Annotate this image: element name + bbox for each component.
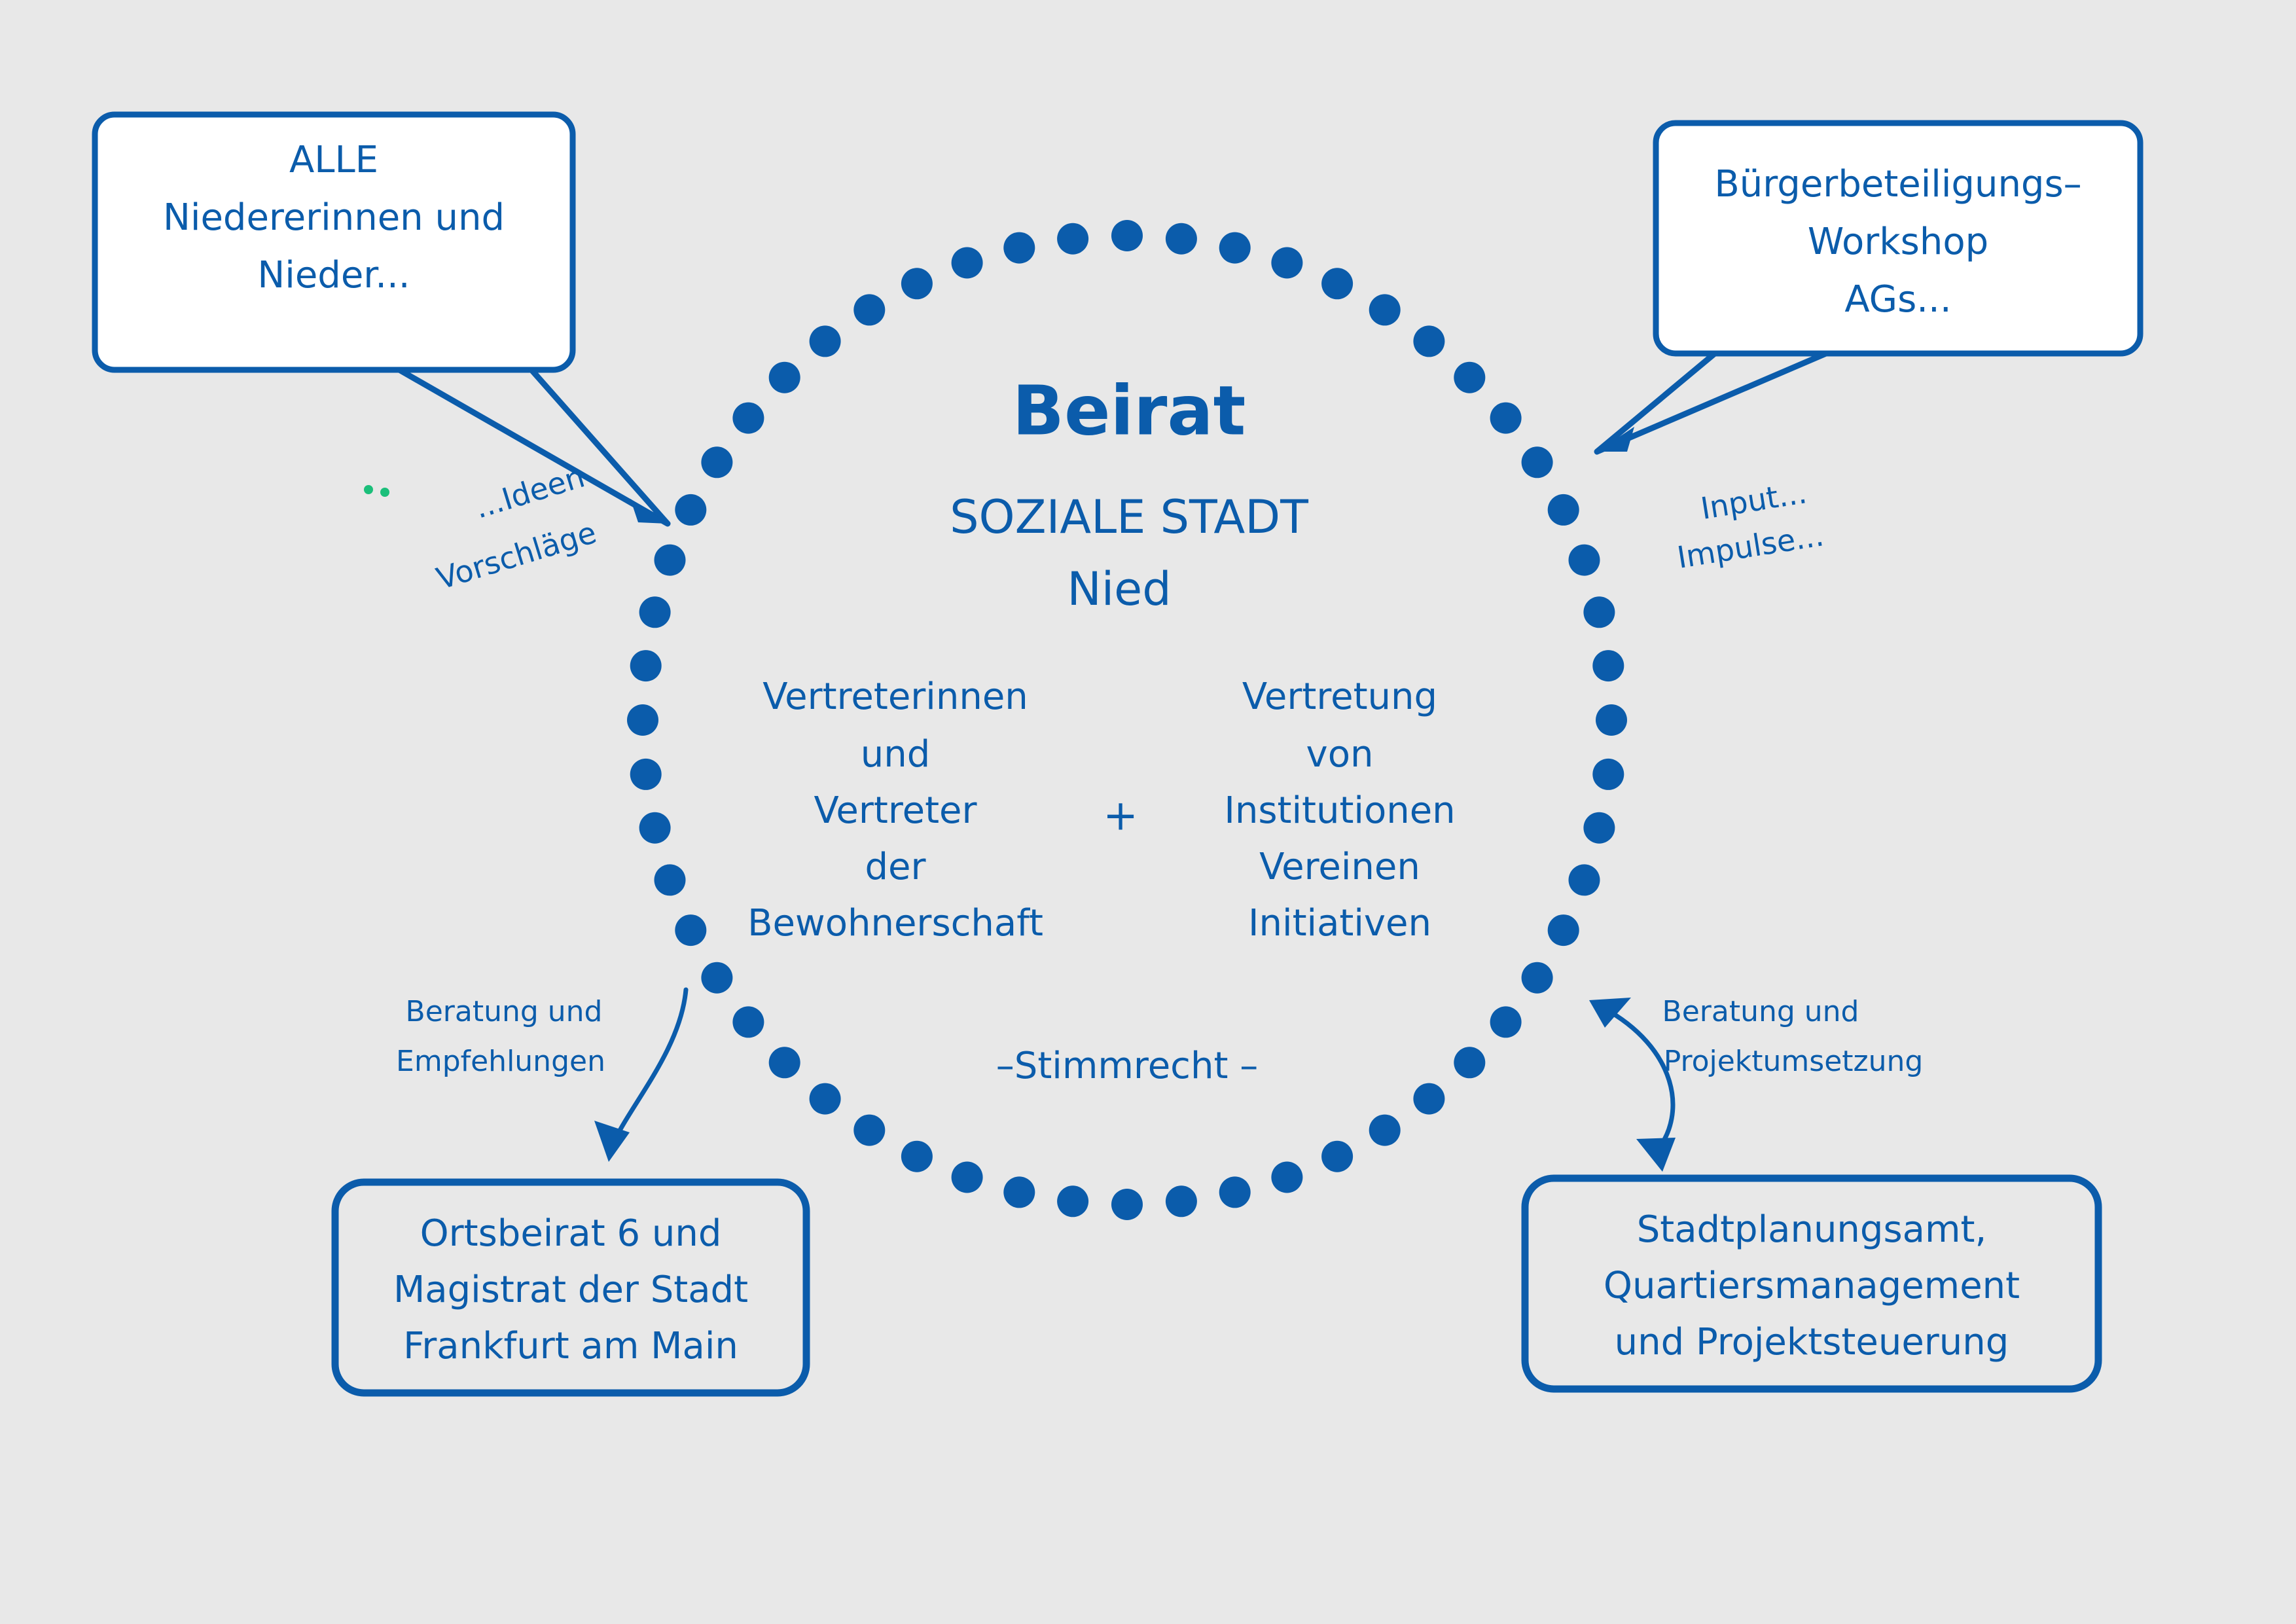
circle-dot [1596,704,1627,736]
circle-dot [1490,1006,1522,1038]
circle-dot [639,812,671,844]
bubble-top-left-line-1: ALLE [289,139,379,182]
circle-dot [1454,1047,1485,1078]
circle-dot [675,494,706,526]
center-plus: + [1103,791,1138,840]
center-left-line-1: Vertreterinnen [762,676,1028,719]
center-left-line-5: Bewohnerschaft [747,902,1043,945]
center-left-line-4: der [865,846,926,889]
box-bottom-left-line-3: Frankfurt am Main [403,1325,738,1368]
circle-dot [1111,1189,1143,1220]
label-left-bottom [396,995,605,1078]
circle-dot [639,596,671,628]
box-bottom-left-line-1: Ortsbeirat 6 und [420,1212,722,1255]
box-bottom-right-line-2: Quartiersmanagement [1603,1265,2020,1308]
circle-dot [952,1162,983,1193]
circle-dot [1271,1162,1302,1193]
label-left-top-line-2: Vorschläge [432,514,601,597]
circle-dot [1548,914,1579,946]
center-subtitle-2: Nied [1067,562,1172,617]
bubble-top-left-line-2: Niedererinnen und [163,196,505,240]
label-right-bottom-line-1: Beratung und [1662,995,1859,1028]
circle-dot [1592,650,1624,681]
box-bottom-left [335,1182,806,1393]
center-right-line-1: Vertretung [1242,676,1438,719]
circle-dot [630,759,662,790]
label-right-top-line-2: Impulse... [1674,517,1827,575]
green-dot-icon-1 [364,485,373,494]
label-right-top-line-1: Input... [1698,475,1810,526]
center-left-line-2: und [860,733,931,776]
box-bottom-right [1525,1178,2098,1389]
circle-dot [1583,812,1615,844]
box-bottom-right-line-3: und Projektsteuerung [1614,1321,2009,1364]
label-right-bottom [1662,995,1924,1078]
label-left-bottom-line-2: Empfehlungen [396,1045,605,1078]
green-dot-icon-2 [380,488,389,497]
circle-dot [810,1083,841,1115]
circle-dot [701,446,732,478]
circle-dot [1583,596,1615,628]
label-right-bottom-line-2: Projektumsetzung [1663,1045,1924,1078]
label-left-top-line-1: ...Ideen [470,458,589,526]
circle-dot [1369,1115,1401,1146]
bubble-top-left-line-3: Nieder... [257,254,410,297]
label-right-top [1675,475,1826,575]
arrow-to-bottom-left [615,990,686,1139]
circle-dot [1219,232,1251,264]
center-right-line-2: von [1306,733,1374,776]
circle-dot [1166,223,1197,255]
center-left-column [747,676,1043,945]
center-right-column [1224,676,1455,945]
arrow-to-circle-right [1604,1008,1673,1152]
circle-dot [701,962,732,994]
circle-dot [1057,1185,1088,1217]
circle-dot [675,914,706,946]
circle-dot [732,403,764,434]
circle-dot [1522,962,1553,994]
box-bottom-right-line-1: Stadtplanungsamt, [1636,1208,1987,1252]
center-left-line-3: Vertreter [814,789,977,833]
center-footer: –Stimmrecht – [996,1045,1259,1088]
center-title: Beirat [1012,370,1246,451]
circle-dot [853,1115,885,1146]
circle-dot [1490,403,1522,434]
circle-dot [1548,494,1579,526]
circle-dot [1321,268,1353,299]
circle-dot [1111,220,1143,251]
circle-dot [1413,325,1444,357]
circle-dot [1003,232,1035,264]
circle-dot [655,545,686,576]
bubble-top-right [1597,123,2140,452]
circle-dot [655,864,686,895]
box-bottom-left-line-2: Magistrat der Stadt [393,1269,749,1312]
circle-dot [1271,247,1302,279]
circle-dot [1569,864,1600,895]
circle-dot [769,362,800,393]
circle-dot [1454,362,1485,393]
label-left-top [364,459,600,597]
circle-dot [952,247,983,279]
bubble-top-right-line-1: Bürgerbeteiligungs– [1714,163,2082,206]
circle-dot [630,650,662,681]
bubble-top-left [95,115,668,524]
circle-dot [732,1006,764,1038]
label-left-bottom-line-1: Beratung und [405,995,603,1028]
circle-dot [901,1141,933,1172]
circle-dot [1522,446,1553,478]
arrowhead-bottom-right [1636,1138,1676,1172]
circle-dot [1219,1176,1251,1208]
bubble-top-right-line-2: Workshop [1807,221,1989,264]
circle-dot [1369,294,1401,325]
circle-dot [1321,1141,1353,1172]
circle-dot [1592,759,1624,790]
circle-dot [1057,223,1088,255]
circle-dot [1413,1083,1444,1115]
center-right-line-5: Initiativen [1248,902,1431,945]
circle-dot [627,704,658,736]
center-right-line-4: Vereinen [1259,846,1420,889]
circle-dot [769,1047,800,1078]
circle-dot [1569,545,1600,576]
circle-dot [1166,1185,1197,1217]
arrowhead-right-in [1597,427,1634,452]
circle-dot [853,294,885,325]
center-right-line-3: Institutionen [1224,789,1456,833]
center-subtitle-1: SOZIALE STADT [950,490,1308,545]
circle-dot [1003,1176,1035,1208]
bubble-top-right-line-3: AGs... [1844,278,1952,321]
circle-dot [901,268,933,299]
circle-dot [810,325,841,357]
